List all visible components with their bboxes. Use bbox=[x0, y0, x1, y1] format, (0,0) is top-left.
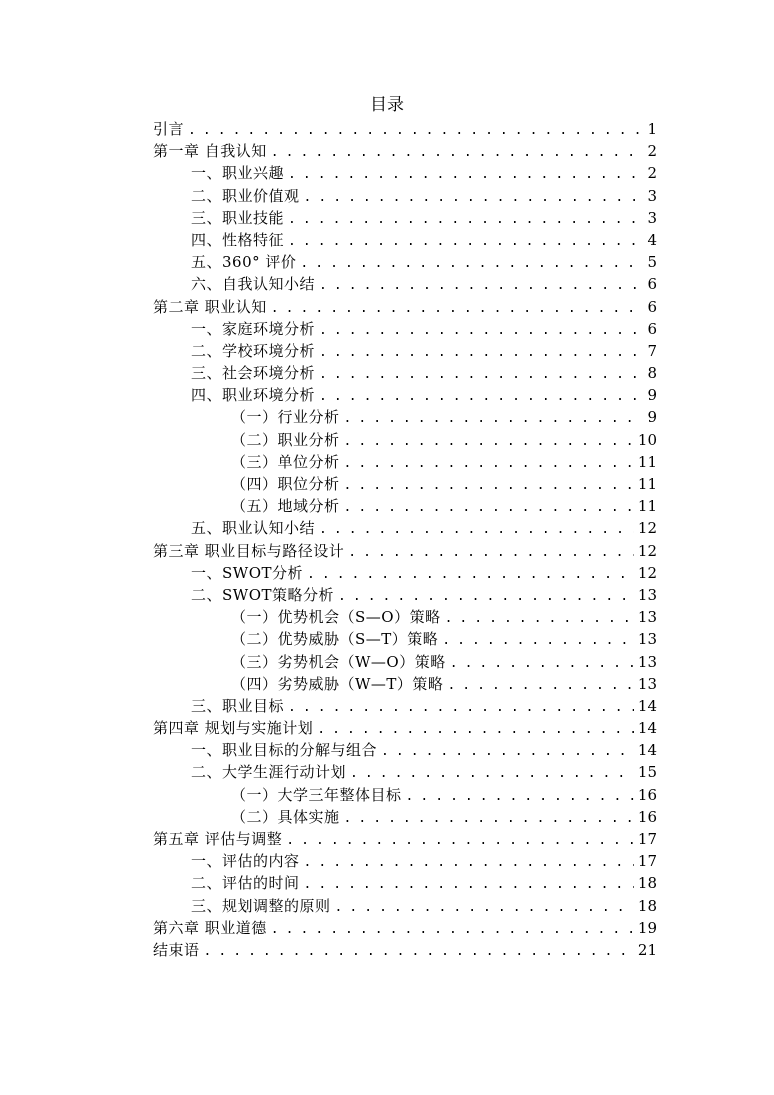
toc-entry-page-number: 11 bbox=[637, 497, 657, 516]
toc-entry[interactable] bbox=[153, 140, 657, 162]
toc-entry-page-number: 13 bbox=[637, 652, 657, 671]
toc-entry-page-number: 18 bbox=[637, 874, 657, 893]
toc-entry[interactable] bbox=[153, 628, 657, 650]
toc-entry-page-number: 12 bbox=[637, 519, 657, 538]
toc-entry-label: （四）劣势威胁（W—T）策略 bbox=[231, 674, 444, 693]
toc-entry-label: 一、职业目标的分解与组合 bbox=[191, 741, 378, 760]
toc-dot-leader bbox=[286, 830, 634, 850]
toc-entry-page-number: 9 bbox=[647, 408, 657, 427]
toc-dot-leader bbox=[271, 142, 641, 162]
table-of-contents bbox=[153, 118, 657, 961]
toc-dot-leader bbox=[348, 542, 634, 562]
toc-dot-leader bbox=[344, 475, 634, 495]
toc-entry[interactable] bbox=[153, 651, 657, 673]
toc-entry[interactable] bbox=[153, 296, 657, 318]
toc-dot-leader bbox=[338, 586, 634, 606]
toc-entry-label: （二）职业分析 bbox=[231, 430, 340, 449]
toc-entry-page-number: 9 bbox=[647, 386, 657, 405]
toc-entry-page-number: 17 bbox=[637, 830, 657, 848]
toc-dot-leader bbox=[445, 608, 634, 628]
toc-entry-page-number: 17 bbox=[637, 852, 657, 871]
toc-dot-leader bbox=[319, 519, 634, 539]
toc-dot-leader bbox=[271, 919, 634, 939]
toc-entry-label: （二）优势威胁（S—T）策略 bbox=[231, 630, 439, 649]
toc-entry-label: 五、职业认知小结 bbox=[191, 519, 316, 538]
toc-entry-label: 二、学校环境分析 bbox=[191, 341, 316, 360]
toc-entry-label: 二、SWOT策略分析 bbox=[191, 585, 334, 604]
toc-entry-label: 二、职业价值观 bbox=[191, 186, 300, 205]
toc-dot-leader bbox=[319, 342, 641, 362]
toc-entry[interactable] bbox=[153, 251, 657, 273]
toc-entry-page-number: 18 bbox=[637, 896, 657, 915]
toc-entry[interactable] bbox=[153, 872, 657, 894]
toc-entry-label: 二、大学生涯行动计划 bbox=[191, 763, 347, 782]
toc-entry-page-number: 1 bbox=[647, 120, 657, 138]
toc-dot-leader bbox=[319, 364, 641, 384]
toc-dot-leader bbox=[319, 275, 641, 295]
toc-entry-page-number: 16 bbox=[637, 785, 657, 804]
toc-entry[interactable] bbox=[153, 806, 657, 828]
toc-entry-page-number: 21 bbox=[637, 940, 657, 959]
toc-entry-label: （一）优势机会（S—O）策略 bbox=[231, 608, 441, 627]
toc-dot-leader bbox=[317, 719, 634, 739]
toc-entry-page-number: 6 bbox=[647, 319, 657, 338]
toc-entry[interactable] bbox=[153, 850, 657, 872]
toc-entry-label: 第三章 职业目标与路径设计 bbox=[153, 541, 345, 560]
toc-entry-label: 三、职业技能 bbox=[191, 208, 285, 227]
toc-entry-label: （三）单位分析 bbox=[231, 452, 340, 471]
toc-dot-leader bbox=[335, 897, 634, 917]
toc-dot-leader bbox=[344, 431, 634, 451]
toc-entry-page-number: 3 bbox=[647, 208, 657, 227]
toc-entry[interactable] bbox=[153, 673, 657, 695]
toc-entry[interactable] bbox=[153, 207, 657, 229]
toc-entry-label: 五、360° 评价 bbox=[191, 253, 297, 272]
toc-dot-leader bbox=[271, 298, 641, 318]
toc-entry-page-number: 11 bbox=[637, 452, 657, 471]
toc-dot-leader bbox=[344, 497, 634, 517]
toc-entry-label: （二）具体实施 bbox=[231, 807, 340, 826]
toc-entry-page-number: 6 bbox=[647, 297, 657, 316]
toc-entry[interactable] bbox=[153, 384, 657, 406]
toc-entry-page-number: 13 bbox=[637, 674, 657, 693]
toc-dot-leader bbox=[188, 120, 641, 140]
toc-entry-label: 一、职业兴趣 bbox=[191, 164, 285, 183]
toc-entry-label: （一）行业分析 bbox=[231, 408, 340, 427]
toc-dot-leader bbox=[300, 253, 641, 273]
toc-entry-page-number: 16 bbox=[637, 807, 657, 826]
toc-dot-leader bbox=[406, 786, 634, 806]
toc-entry[interactable] bbox=[153, 273, 657, 295]
toc-entry[interactable] bbox=[153, 429, 657, 451]
toc-entry-page-number: 6 bbox=[647, 275, 657, 294]
toc-entry[interactable] bbox=[153, 939, 657, 961]
toc-entry-page-number: 5 bbox=[647, 253, 657, 272]
toc-entry-page-number: 3 bbox=[647, 186, 657, 205]
toc-dot-leader bbox=[307, 564, 634, 584]
toc-entry-page-number: 8 bbox=[647, 364, 657, 383]
toc-entry-label: 三、社会环境分析 bbox=[191, 364, 316, 383]
toc-dot-leader bbox=[319, 320, 641, 340]
toc-entry[interactable] bbox=[153, 717, 657, 739]
toc-entry-label: 三、职业目标 bbox=[191, 696, 285, 715]
toc-dot-leader bbox=[381, 741, 634, 761]
toc-entry-label: 引言 bbox=[153, 120, 185, 138]
toc-entry[interactable] bbox=[153, 695, 657, 717]
toc-entry[interactable] bbox=[153, 495, 657, 517]
toc-entry[interactable] bbox=[153, 406, 657, 428]
toc-entry-page-number: 4 bbox=[647, 230, 657, 249]
toc-entry-label: 六、自我认知小结 bbox=[191, 275, 316, 294]
toc-dot-leader bbox=[304, 874, 634, 894]
toc-entry-label: 结束语 bbox=[153, 940, 200, 959]
toc-dot-leader bbox=[344, 408, 641, 428]
toc-entry-label: （五）地域分析 bbox=[231, 497, 340, 516]
toc-entry[interactable] bbox=[153, 185, 657, 207]
toc-entry-label: 第一章 自我认知 bbox=[153, 142, 267, 161]
toc-entry-label: 一、家庭环境分析 bbox=[191, 319, 316, 338]
toc-dot-leader bbox=[304, 852, 634, 872]
toc-dot-leader bbox=[442, 630, 634, 650]
toc-dot-leader bbox=[450, 653, 634, 673]
toc-entry-label: 第五章 评估与调整 bbox=[153, 830, 283, 848]
toc-entry-label: 一、SWOT分析 bbox=[191, 563, 303, 582]
toc-entry[interactable] bbox=[153, 362, 657, 384]
toc-entry-label: 四、性格特征 bbox=[191, 230, 285, 249]
toc-entry[interactable] bbox=[153, 318, 657, 340]
toc-dot-leader bbox=[319, 386, 641, 406]
toc-entry-page-number: 2 bbox=[647, 164, 657, 183]
toc-entry-page-number: 14 bbox=[637, 741, 657, 760]
toc-title: 目录 bbox=[370, 95, 404, 115]
toc-entry[interactable] bbox=[153, 917, 657, 939]
toc-entry-page-number: 11 bbox=[637, 475, 657, 493]
toc-entry-label: （三）劣势机会（W—O）策略 bbox=[231, 652, 446, 671]
toc-dot-leader bbox=[350, 763, 634, 783]
toc-entry[interactable] bbox=[153, 517, 657, 539]
toc-entry-label: 一、评估的内容 bbox=[191, 852, 300, 871]
toc-entry[interactable] bbox=[153, 562, 657, 584]
toc-entry[interactable] bbox=[153, 540, 657, 562]
toc-entry[interactable] bbox=[153, 761, 657, 783]
toc-entry[interactable] bbox=[153, 340, 657, 362]
toc-entry[interactable] bbox=[153, 118, 657, 140]
toc-entry-page-number: 13 bbox=[637, 608, 657, 627]
toc-entry-page-number: 13 bbox=[637, 630, 657, 649]
toc-entry-page-number: 14 bbox=[637, 696, 657, 715]
toc-dot-leader bbox=[288, 209, 641, 229]
toc-entry[interactable] bbox=[153, 162, 657, 184]
toc-dot-leader bbox=[304, 187, 641, 207]
toc-entry-label: 四、职业环境分析 bbox=[191, 386, 316, 405]
toc-entry[interactable] bbox=[153, 473, 657, 495]
toc-entry-label: 第二章 职业认知 bbox=[153, 297, 267, 316]
toc-entry-page-number: 10 bbox=[637, 430, 657, 449]
toc-dot-leader bbox=[288, 697, 634, 717]
toc-entry[interactable] bbox=[153, 229, 657, 251]
toc-entry-page-number: 2 bbox=[647, 142, 657, 161]
toc-entry-label: 三、规划调整的原则 bbox=[191, 896, 331, 915]
toc-entry-page-number: 19 bbox=[637, 918, 657, 937]
toc-entry-page-number: 15 bbox=[637, 763, 657, 782]
toc-entry[interactable] bbox=[153, 739, 657, 761]
toc-dot-leader bbox=[288, 164, 641, 184]
toc-dot-leader bbox=[344, 453, 634, 473]
toc-entry-page-number: 12 bbox=[637, 541, 657, 560]
toc-entry-label: 第六章 职业道德 bbox=[153, 918, 267, 937]
toc-entry[interactable] bbox=[153, 451, 657, 473]
toc-entry-label: 第四章 规划与实施计划 bbox=[153, 719, 314, 738]
toc-entry[interactable] bbox=[153, 784, 657, 806]
toc-entry[interactable] bbox=[153, 895, 657, 917]
toc-entry-label: （一）大学三年整体目标 bbox=[231, 785, 402, 804]
toc-entry-page-number: 7 bbox=[647, 341, 657, 360]
toc-dot-leader bbox=[447, 675, 633, 695]
toc-entry-label: （四）职位分析 bbox=[231, 475, 340, 493]
toc-entry-page-number: 12 bbox=[637, 563, 657, 582]
toc-entry-page-number: 14 bbox=[637, 719, 657, 738]
toc-dot-leader bbox=[288, 231, 641, 251]
toc-dot-leader bbox=[204, 941, 634, 961]
toc-entry[interactable] bbox=[153, 584, 657, 606]
toc-entry-page-number: 13 bbox=[637, 585, 657, 604]
toc-entry-label: 二、评估的时间 bbox=[191, 874, 300, 893]
toc-dot-leader bbox=[344, 808, 634, 828]
toc-entry[interactable] bbox=[153, 828, 657, 850]
toc-entry[interactable] bbox=[153, 606, 657, 628]
